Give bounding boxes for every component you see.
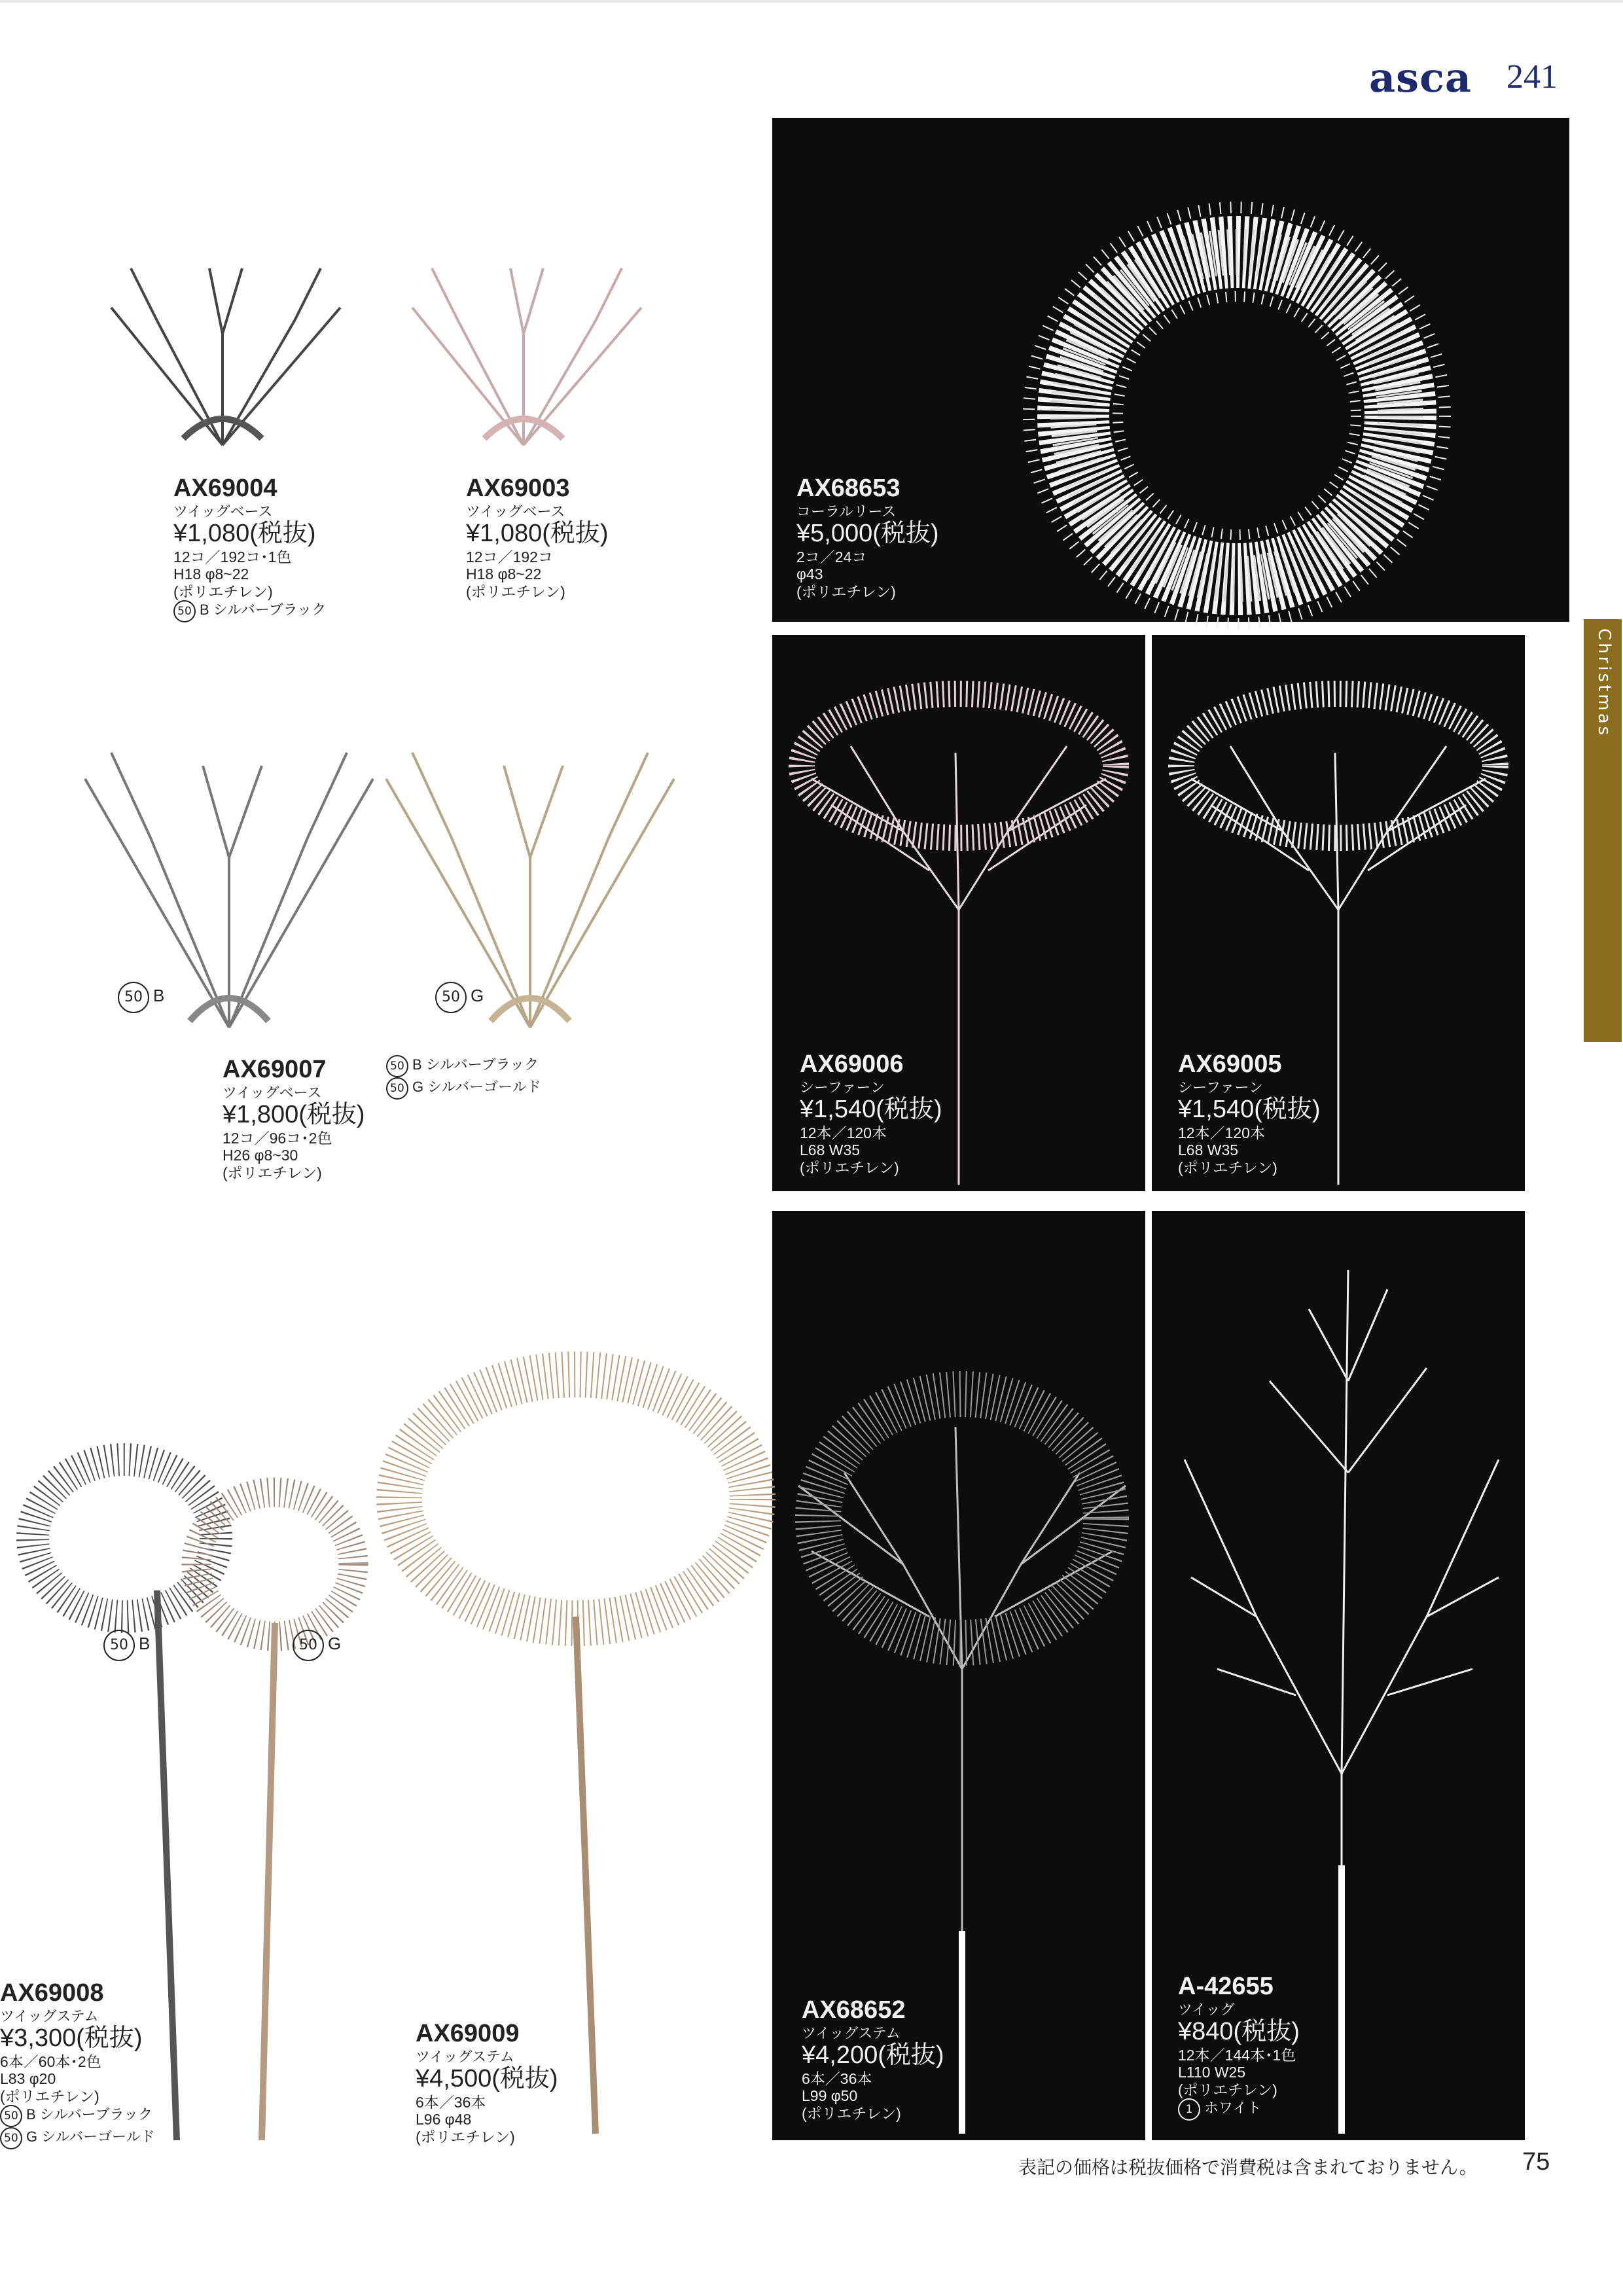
page-number: 75	[1522, 2148, 1550, 2176]
product-price: ¥1,080(税抜)	[173, 519, 316, 547]
product-name: コーラルリース	[796, 503, 897, 520]
color-label-g: 50 G	[435, 982, 484, 1013]
variant-note: 50 B シルバーブラック	[386, 1055, 541, 1077]
twig-vase-silver-gold-image	[373, 740, 687, 1034]
product-code: AX69008	[0, 1979, 104, 2007]
product-qty: 2コ／24コ	[796, 548, 867, 565]
product-code: AX69004	[173, 475, 277, 502]
product-size: φ43	[796, 565, 823, 583]
product-ax69006	[800, 1050, 942, 1176]
product-ax69004	[173, 475, 326, 622]
section-tab-label: Christmas	[1594, 628, 1614, 738]
product-material: (ポリエチレン)	[223, 1164, 322, 1181]
product-price: ¥1,080(税抜)	[466, 519, 609, 547]
product-name: ツイッグステム	[802, 2024, 901, 2041]
product-size: L68 W35	[1178, 1141, 1239, 1159]
product-qty: 6本／60本･2色	[0, 2053, 101, 2070]
product-material: (ポリエチレン)	[1178, 1158, 1277, 1176]
product-ax69005	[1178, 1050, 1321, 1176]
product-name: ツイッグ	[1178, 2001, 1235, 2018]
product-material: (ポリエチレン)	[796, 583, 896, 600]
product-material: (ポリエチレン)	[466, 583, 565, 600]
variant-note: 50 G シルバーゴールド	[386, 1077, 541, 1100]
product-code: AX68652	[802, 1996, 906, 2024]
product-qty: 12本／120本	[800, 1124, 887, 1141]
product-ax69009	[416, 2020, 558, 2145]
product-name: ツイッグベース	[223, 1084, 322, 1101]
product-price: ¥5,000(税抜)	[796, 519, 939, 547]
product-material: (ポリエチレン)	[802, 2104, 901, 2122]
product-material: (ポリエチレン)	[1178, 2081, 1277, 2098]
product-size: L83 φ20	[0, 2070, 56, 2088]
top-rule	[0, 0, 1623, 3]
product-qty: 12コ／192コ･1色	[173, 548, 292, 565]
product-code: AX68653	[796, 475, 901, 502]
variant-note: 50 G シルバーゴールド	[0, 2127, 155, 2149]
product-qty: 12本／144本･1色	[1178, 2046, 1296, 2064]
product-name: ツイッグステム	[416, 2048, 514, 2065]
color-label-b-stem: 50 B	[103, 1630, 150, 1661]
product-qty: 6本／36本	[802, 2070, 872, 2087]
product-code: AX69006	[800, 1050, 904, 1078]
product-code: AX69005	[1178, 1050, 1282, 1078]
product-size: L96 φ48	[416, 2111, 472, 2128]
product-name: ツイッグベース	[466, 503, 565, 520]
product-material: (ポリエチレン)	[416, 2128, 515, 2145]
product-code: AX69007	[223, 1056, 327, 1083]
product-ax68652	[802, 1996, 944, 2122]
product-qty: 12コ／96コ･2色	[223, 1129, 332, 1147]
product-name: シーファーン	[800, 1079, 885, 1096]
product-ax69003	[466, 475, 609, 600]
product-qty: 12本／120本	[1178, 1124, 1265, 1141]
brand-logo: asca	[1369, 54, 1472, 101]
product-ax68653	[796, 475, 939, 600]
product-name: ツイッグベース	[173, 503, 273, 520]
product-qty: 12コ／192コ	[466, 548, 553, 565]
product-size: H18 φ8~22	[466, 565, 542, 583]
product-size: H18 φ8~22	[173, 565, 249, 583]
tax-note: 表記の価格は税抜価格で消費税は含まれておりません。	[1018, 2157, 1478, 2178]
product-material: (ポリエチレン)	[800, 1158, 899, 1176]
color-label-b: 50 B	[118, 982, 164, 1013]
twig-vase-pink-image	[386, 242, 661, 458]
variant-note: 50 B シルバーブラック	[0, 2105, 155, 2127]
product-price: ¥1,800(税抜)	[223, 1100, 365, 1128]
product-price: ¥3,300(税抜)	[0, 2024, 143, 2052]
product-price: ¥1,540(税抜)	[800, 1095, 942, 1123]
product-name: ツイッグステム	[0, 2007, 99, 2024]
product-size: H26 φ8~30	[223, 1147, 298, 1164]
product-material: (ポリエチレン)	[0, 2087, 99, 2105]
product-ax69007	[223, 1056, 365, 1181]
product-qty: 6本／36本	[416, 2093, 486, 2111]
product-size: L99 φ50	[802, 2087, 858, 2105]
variant-notes-ax69007	[386, 1055, 541, 1100]
product-price: ¥4,500(税抜)	[416, 2064, 558, 2092]
color-note: 1 ホワイト	[1178, 2098, 1300, 2121]
product-a42655	[1178, 1973, 1300, 2121]
color-note: 50 B シルバーブラック	[173, 600, 326, 622]
product-price: ¥840(税抜)	[1178, 2017, 1300, 2045]
product-ax69008	[0, 1979, 155, 2149]
product-code: AX69009	[416, 2020, 520, 2047]
product-code: A-42655	[1178, 1973, 1274, 2000]
product-size: L68 W35	[800, 1141, 861, 1159]
product-name: シーファーン	[1178, 1079, 1264, 1096]
product-code: AX69003	[466, 475, 570, 502]
catalog-page-number: 241	[1507, 58, 1558, 96]
twig-vase-black-image	[85, 242, 360, 458]
product-price: ¥1,540(税抜)	[1178, 1095, 1321, 1123]
color-label-g-stem: 50 G	[293, 1630, 341, 1661]
product-price: ¥4,200(税抜)	[802, 2041, 944, 2069]
product-size: L110 W25	[1178, 2064, 1246, 2081]
product-material: (ポリエチレン)	[173, 583, 273, 600]
